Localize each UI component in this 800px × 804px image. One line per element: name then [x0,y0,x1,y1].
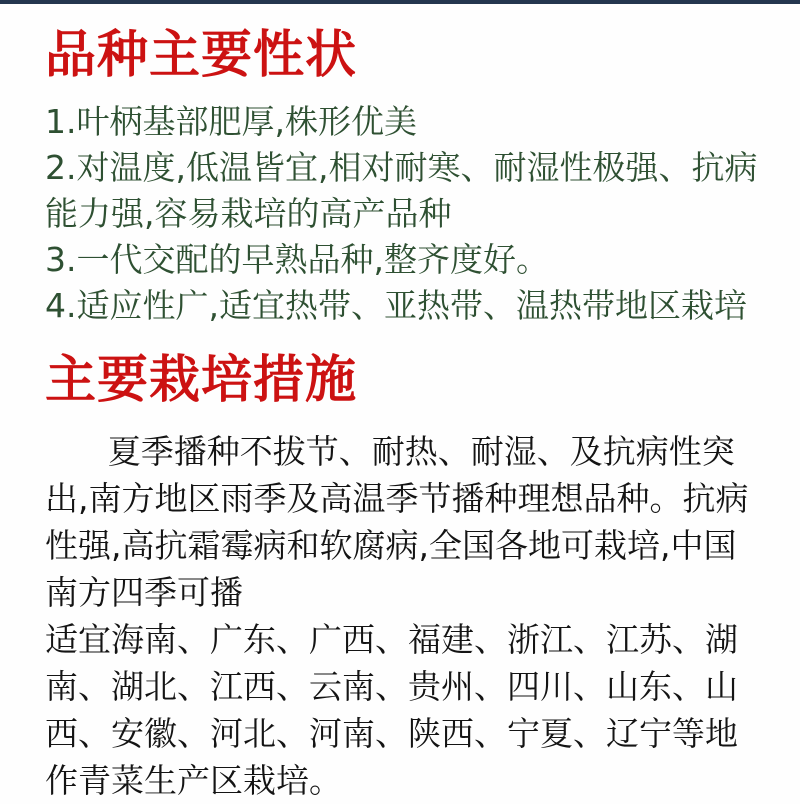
cultivation-text-block [45,428,761,804]
trait-item-4: 4.适应性广,适宜热带、亚热带、温热带地区栽培 [45,286,747,326]
trait-item-3: 3.一代交配的早熟品种,整齐度好。 [45,240,549,280]
trait-list [45,99,761,329]
cultivation-paragraph-2: 适宜海南、广东、广西、福建、浙江、江苏、湖南、湖北、江西、云南、贵州、四川、山东、山西、安徽、河北、河南、陕西、宁夏、辽宁等地作青菜生产区栽培。 [45,620,738,801]
trait-item-1: 1.叶柄基部肥厚,株形优美 [45,102,417,142]
traits-section-title: 品种主要性状 [45,28,358,84]
cultivation-section-title: 主要栽培措施 [45,353,358,410]
cultivation-paragraph-1: 夏季播种不拔节、耐热、耐湿、及抗病性突出,南方地区雨季及高温季节播种理想品种。抗病性强,高抗霜霉病和软腐病,全国各地可栽培,中国南方四季可播 [45,432,749,613]
trait-item-2: 2.对温度,低温皆宜,相对耐寒、耐湿性极强、抗病能力强,容易栽培的高产品种 [45,148,758,234]
product-description-body [0,4,800,804]
